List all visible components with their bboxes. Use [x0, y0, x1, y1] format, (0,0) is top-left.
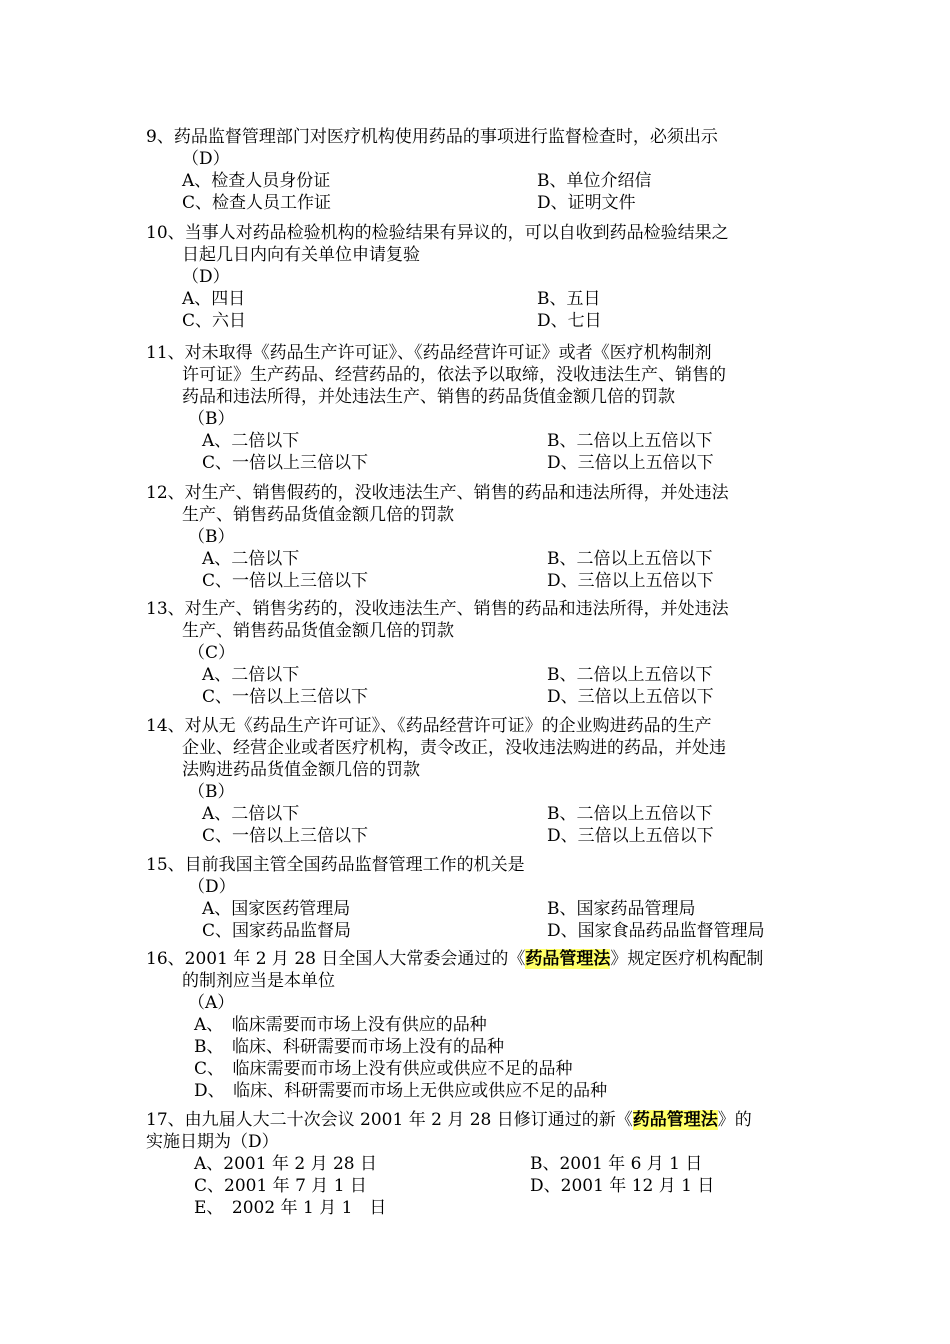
question-stem: 许可证》生产药品、经营药品的，依法予以取缔，没收违法生产、销售的 [182, 365, 726, 385]
question-stem: 法购进药品货值金额几倍的罚款 [182, 760, 420, 780]
option-b: B、二倍以上五倍以下 [547, 549, 713, 569]
question-answer: （B） [188, 527, 235, 547]
question-stem: 13、对生产、销售劣药的，没收违法生产、销售的药品和违法所得，并处违法 [146, 599, 729, 619]
option-d: D、 临床、科研需要而市场上无供应或供应不足的品种 [194, 1081, 608, 1101]
question-answer: （D） [182, 267, 230, 287]
option-b: B、单位介绍信 [537, 171, 652, 191]
option-e: E、 2002 年 1 月 1 日 [194, 1198, 387, 1218]
stem-text: 》规定医疗机构配制 [610, 949, 764, 969]
option-c: C、检查人员工作证 [182, 193, 332, 213]
option-d: D、证明文件 [537, 193, 636, 213]
question-answer: （B） [188, 782, 235, 802]
option-b: B、二倍以上五倍以下 [547, 804, 713, 824]
question-stem: 日起几日内向有关单位申请复验 [182, 245, 420, 265]
stem-text: 》的 [717, 1110, 752, 1130]
option-a: A、国家医药管理局 [202, 899, 351, 919]
option-b: B、五日 [537, 289, 601, 309]
question-stem: 生产、销售药品货值金额几倍的罚款 [182, 621, 454, 641]
question-stem: 的制剂应当是本单位 [182, 971, 335, 991]
option-d: D、七日 [537, 311, 602, 331]
question-answer: （D） [182, 149, 230, 169]
question-stem [146, 948, 763, 970]
option-d: D、三倍以上五倍以下 [547, 826, 714, 846]
question-stem: 企业、经营企业或者医疗机构，责令改正，没收违法购进的药品，并处违 [182, 738, 726, 758]
question-answer: （B） [188, 409, 235, 429]
option-b: B、国家药品管理局 [547, 899, 696, 919]
option-c: C、一倍以上三倍以下 [202, 826, 369, 846]
option-d: D、三倍以上五倍以下 [547, 687, 714, 707]
question-stem: 14、对从无《药品生产许可证》、《药品经营许可证》的企业购进药品的生产 [146, 716, 712, 736]
highlighted-term: 药品管理法 [632, 1110, 718, 1130]
question-answer: （C） [188, 643, 236, 663]
option-a: A、二倍以下 [202, 431, 300, 451]
highlighted-term: 药品管理法 [525, 949, 611, 969]
option-b: B、 临床、科研需要而市场上没有的品种 [194, 1037, 504, 1057]
stem-text: 17、由九届人大二十次会议 2001 年 2 月 28 日修订通过的新《 [146, 1110, 633, 1130]
question-stem: 11、对未取得《药品生产许可证》、《药品经营许可证》或者《医疗机构制剂 [146, 343, 712, 363]
question-answer: （A） [188, 993, 235, 1013]
option-c: C、一倍以上三倍以下 [202, 453, 369, 473]
option-c: C、国家药品监督局 [202, 921, 352, 941]
option-a: A、二倍以下 [202, 549, 300, 569]
stem-text: 16、2001 年 2 月 28 日全国人大常委会通过的《 [146, 949, 526, 969]
question-stem: 药品和违法所得，并处违法生产、销售的药品货值金额几倍的罚款 [182, 387, 675, 407]
option-c: C、一倍以上三倍以下 [202, 687, 369, 707]
question-stem: 实施日期为（D） [146, 1132, 279, 1152]
option-d: D、国家食品药品监督管理局 [547, 921, 765, 941]
question-stem: 生产、销售药品货值金额几倍的罚款 [182, 505, 454, 525]
option-a: A、二倍以下 [202, 804, 300, 824]
option-c: C、 临床需要而市场上没有供应或供应不足的品种 [194, 1059, 573, 1079]
option-b: B、二倍以上五倍以下 [547, 665, 713, 685]
option-d: D、三倍以上五倍以下 [547, 453, 714, 473]
question-stem [146, 1109, 752, 1131]
option-d: D、三倍以上五倍以下 [547, 571, 714, 591]
option-a: A、检查人员身份证 [182, 171, 331, 191]
question-stem: 15、目前我国主管全国药品监督管理工作的机关是 [146, 855, 525, 875]
option-a: A、2001 年 2 月 28 日 [194, 1154, 378, 1174]
option-d: D、2001 年 12 月 1 日 [530, 1176, 715, 1196]
question-stem: 9、药品监督管理部门对医疗机构使用药品的事项进行监督检查时，必须出示 [146, 127, 718, 147]
question-stem: 12、对生产、销售假药的，没收违法生产、销售的药品和违法所得，并处违法 [146, 483, 729, 503]
question-stem: 10、当事人对药品检验机构的检验结果有异议的，可以自收到药品检验结果之 [146, 223, 729, 243]
option-c: C、2001 年 7 月 1 日 [194, 1176, 367, 1196]
question-answer: （D） [188, 877, 236, 897]
option-a: A、二倍以下 [202, 665, 300, 685]
option-b: B、二倍以上五倍以下 [547, 431, 713, 451]
option-b: B、2001 年 6 月 1 日 [530, 1154, 703, 1174]
option-a: A、四日 [182, 289, 246, 309]
option-c: C、一倍以上三倍以下 [202, 571, 369, 591]
option-c: C、六日 [182, 311, 247, 331]
option-a: A、 临床需要而市场上没有供应的品种 [194, 1015, 487, 1035]
